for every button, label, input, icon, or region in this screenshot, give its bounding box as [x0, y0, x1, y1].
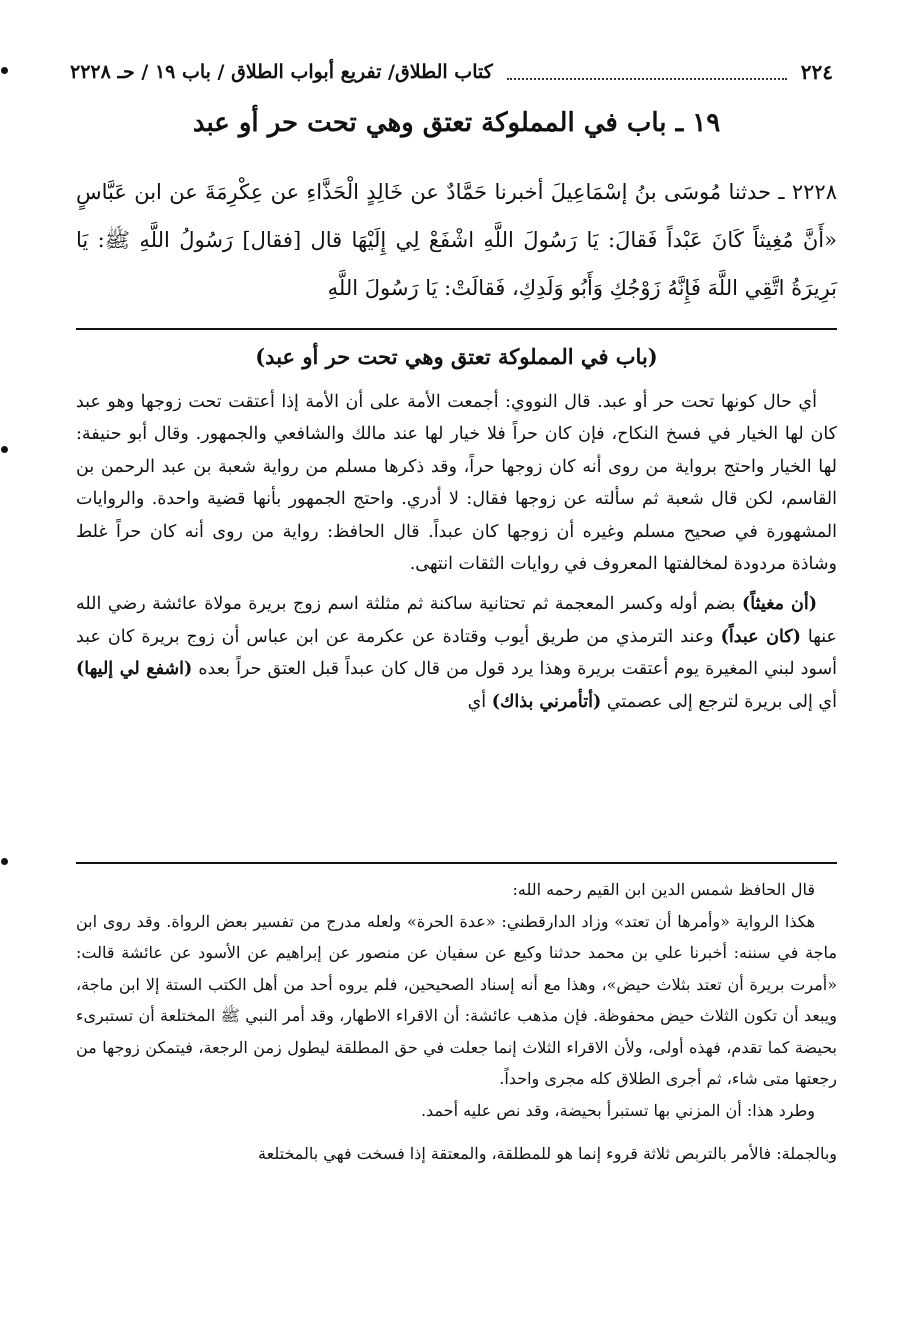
chapter-title: ١٩ ـ باب في المملوكة تعتق وهي تحت حر أو عبد [192, 108, 721, 138]
footnote-intro: قال الحافظ شمس الدين ابن القيم رحمه الله: [512, 880, 815, 899]
sharh-term: (اشفع لي إليها) [76, 659, 193, 680]
running-header [70, 56, 833, 88]
footnote-paragraph-3: وبالجملة: فالأمر بالتربص ثلاثة قروء إنما هو للمطلقة، والمعتقة إذا فسخت فهي بالمختلعة [258, 1144, 837, 1163]
hadith-text: ٢٢٢٨ ـ حدثنا مُوسَى بنُ إسْمَاعِيلَ أخبرنا حَمَّادٌ عن خَالِدٍ الْحَذَّاءِ عن عِكْرِمَةَ عن ابن عَبَّاسٍ «أَنَّ مُغِيثاً كَانَ عَبْداً فَقالَ: يَا رَسُولَ اللَّهِ اشْفَعْ لِي إِلَيْهَا قال [فقال] رَسُولُ اللَّهِ ﷺ: يَا بَرِيرَةُ اتَّقِي اللَّهَ فَإِنَّهُ زَوْجُكِ وَأَبُو وَلَدِكِ، فَقالَتْ: يَا رَسُولَ اللَّهِ [76, 180, 837, 300]
edge-mark-top [1, 67, 8, 74]
footnote-paragraph-2: وطرد هذا: أن المزني بها تستبرأ بحيضة، وقد نص عليه أحمد. [420, 1100, 815, 1120]
sharh-title: (باب في المملوكة تعتق وهي تحت حر أو عبد) [255, 344, 658, 369]
header-title: كتاب الطلاق/ تفريع أبواب الطلاق / باب ١٩ / حـ ٢٢٢٨ [70, 61, 493, 83]
sharh-text: أي [467, 691, 492, 712]
page-number: ٢٢٤ [800, 60, 833, 84]
sharh-commentary [76, 386, 837, 718]
sharh-term: (أتأمرني بذاك) [491, 691, 602, 712]
sharh-paragraph-2 [76, 588, 837, 718]
sharh-term: (أن مغيثاً) [742, 594, 817, 615]
footnote-paragraph-1: هكذا الرواية «وأمرها أن تعتد» وزاد الدارقطني: «عدة الحرة» ولعله مدرج من تفسير بعض الرواة. وقد روى ابن ماجة في سننه: أخبرنا علي بن محمد حدثنا وكيع عن سفيان عن منصور عن إبراهيم عن الأسود عن عائشة قالت: «أمرت بريرة أن تعتد بثلاث حيض»، وهذا مع أنه إسناد الصحيحين، فلم يروه أحد من أهل الكتب الستة إلا ابن ماجة، ويبعد أن تكون الثلاث حيض محفوظة. فإن مذهب عائشة: أن الاقراء الاطهار، وقد أمر النبي ﷺ المختلعة أن تستبرىء بحيضة كما تقدم، فهذه أولى، ولأن الاقراء الثلاث إنما جعلت في حق المطلقة ليطول زمن الرجعة، فيتمكن زوجها من رجعتها متى شاء، ثم أجرى الطلاق كله مجرى واحداً. [76, 911, 837, 1088]
sharh-text: وعند الترمذي من طريق أيوب وقتادة عن عكرمة عن ابن عباس أن زوج بريرة كان عبد أسود لبني المغيرة يوم أعتقت بريرة وهذا يرد قول من قال كان عبداً قبل العتق حراً بعده [76, 626, 838, 680]
edge-mark-middle [1, 446, 8, 453]
sharh-text: بضم أوله وكسر المعجمة ثم تحتانية ساكنة ثم مثلثة اسم زوج بريرة مولاة عائشة رضي الله عنها [76, 594, 837, 647]
footnote-section [76, 874, 837, 1170]
divider-rule-top [76, 328, 837, 330]
header-dot-leader [507, 64, 787, 80]
edge-mark-lower [1, 858, 8, 865]
divider-rule-bottom [76, 862, 837, 864]
sharh-text: أي إلى بريرة لترجع إلى عصمتي [601, 691, 837, 712]
sharh-term: (كان عبداً) [720, 626, 801, 647]
sharh-paragraph-1: أي حال كونها تحت حر أو عبد. قال النووي: أجمعت الأمة على أن الأمة إذا أعتقت تحت زوجها وهو عبد كان لها الخيار في فسخ النكاح، فإن كان حراً فلا خيار لها عند مالك والشافعي والجمهور. وقال أبو حنيفة: لها الخيار واحتج برواية من روى أنه كان زوجها حراً، وقد ذكرها مسلم من رواية شعبة بن عبد الرحمن بن القاسم، لكن قال شعبة ثم سألته عن زوجها فقال: لا أدري. واحتج الجمهور بأنها قضية واحدة. والروايات المشهورة في صحيح مسلم وغيره أن زوجها كان عبداً. قال الحافظ: رواية من روى أنه كان حراً غلط وشاذة مردودة لمخالفتها المعروف في روايات الثقات انتهى. [76, 392, 837, 575]
